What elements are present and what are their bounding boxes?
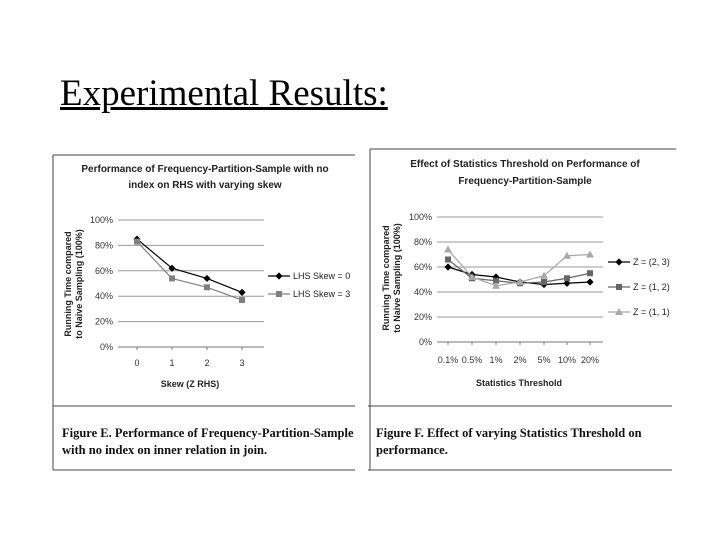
y-tick-label: 60% (94, 265, 113, 276)
y-tick-label: 0% (99, 342, 113, 352)
data-point (239, 297, 245, 303)
slide-title: Experimental Results: (60, 73, 388, 114)
y-tick-label: 80% (94, 240, 113, 251)
chart-e-ylabel-line-1: Running Time compared (63, 231, 73, 337)
caption-e-line-2: with no index on inner relation in join. (62, 443, 268, 457)
chart-f-plot (409, 212, 603, 365)
x-tick-label: 3 (239, 358, 245, 368)
y-tick-label: 80% (413, 237, 432, 247)
y-tick-label: 100% (408, 212, 432, 222)
chart-e-legend (268, 271, 350, 299)
caption-f-line-2: performance. (376, 443, 448, 457)
y-tick-label: 20% (94, 316, 113, 327)
legend-marker (615, 258, 622, 265)
legend-label: Z = (1, 1) (633, 307, 670, 317)
data-point (564, 275, 570, 281)
chart-f-title-line-1: Effect of Statistics Threshold on Performance of (410, 159, 640, 170)
legend-marker (276, 291, 282, 297)
data-point (541, 279, 547, 285)
chart-f-legend (608, 257, 670, 317)
data-point (586, 278, 593, 285)
legend-label: LHS Skew = 0 (293, 271, 351, 281)
data-point (444, 246, 452, 253)
x-tick-label: 2% (513, 355, 527, 365)
y-tick-label: 100% (89, 215, 113, 225)
data-point (238, 289, 245, 296)
chart-e-title-line-1: Performance of Frequency-Partition-Sample with no (81, 164, 329, 175)
y-tick-label: 20% (413, 312, 432, 322)
chart-e-title-line-2: index on RHS with varying skew (128, 180, 282, 191)
chart-e-ylabel (63, 229, 84, 339)
data-point (586, 251, 594, 258)
chart-f-ylabel-line-2: to Naive Sampling (100%) (392, 223, 402, 333)
series-line (137, 239, 242, 292)
chart-f-xlabel: Statistics Threshold (475, 378, 563, 388)
y-tick-label: 0% (418, 337, 432, 347)
figure-frames (53, 149, 676, 470)
legend-marker (616, 284, 622, 290)
y-tick-label: 40% (94, 291, 113, 302)
y-tick-label: 60% (413, 262, 432, 272)
x-tick-label: 5% (537, 355, 551, 365)
chart-e-plot (90, 215, 264, 368)
y-tick-label: 40% (413, 287, 432, 297)
x-tick-label: 1 (169, 358, 175, 368)
data-point (169, 275, 175, 281)
data-point (587, 270, 593, 276)
data-point (134, 239, 140, 245)
legend-marker (275, 272, 282, 279)
chart-e-xlabel: Skew (Z RHS) (160, 379, 220, 389)
data-point (203, 275, 210, 282)
figure-f (376, 159, 670, 457)
chart-e-ylabel-line-2: to Naive Sampling (100%) (74, 229, 84, 339)
data-point (444, 263, 451, 270)
legend-label: LHS Skew = 3 (293, 289, 351, 299)
x-tick-label: 0.1% (437, 355, 459, 365)
legend-label: Z = (2, 3) (633, 257, 670, 267)
x-tick-label: 0.5% (461, 355, 483, 365)
legend-label: Z = (1, 2) (633, 282, 670, 292)
caption-e-line-1: Figure E. Performance of Frequency-Partition-Sample (62, 426, 354, 440)
x-tick-label: 0 (134, 358, 140, 368)
chart-f-title-line-2: Frequency-Partition-Sample (458, 176, 592, 187)
figure-e (62, 164, 354, 457)
chart-f-ylabel-line-1: Running Time compared (381, 225, 391, 331)
data-point (204, 284, 210, 290)
x-tick-label: 20% (580, 355, 600, 365)
x-tick-label: 10% (557, 355, 577, 365)
x-tick-label: 1% (489, 355, 503, 365)
data-point (445, 257, 451, 263)
caption-f-line-1: Figure F. Effect of varying Statistics Threshold on (376, 426, 642, 440)
chart-f-ylabel (381, 223, 402, 333)
x-tick-label: 2 (204, 358, 210, 368)
